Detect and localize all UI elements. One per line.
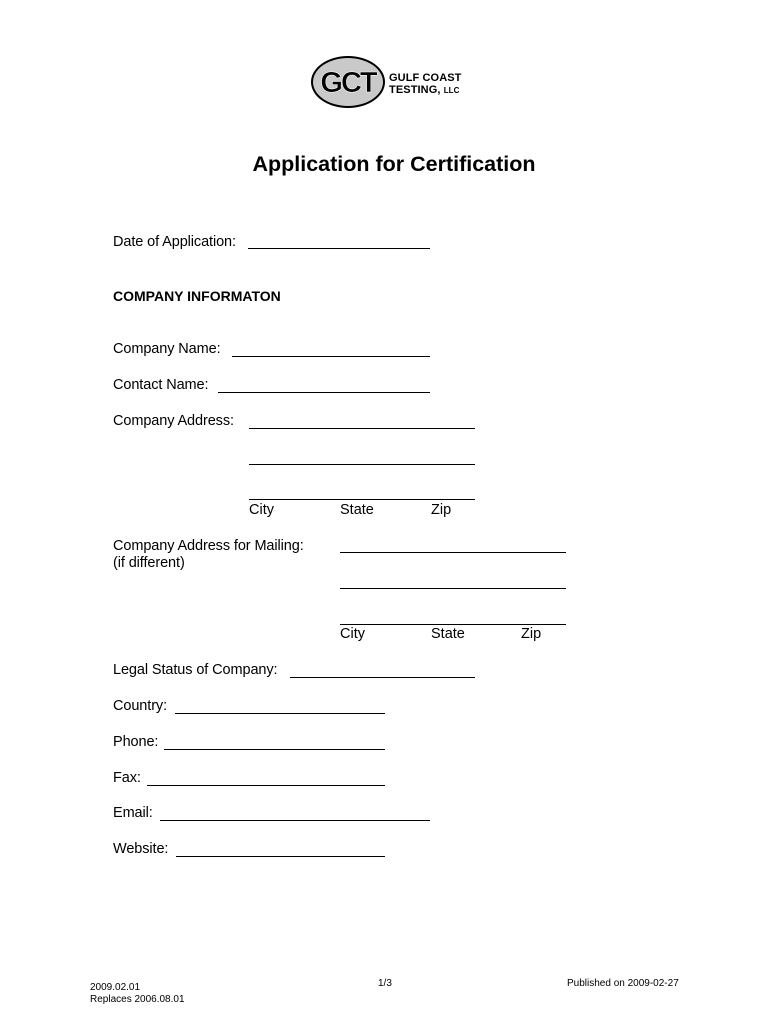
country-label: Country:: [113, 698, 167, 714]
mailing-address-state-label: State: [431, 626, 465, 642]
company-address-label: Company Address:: [113, 413, 234, 429]
contact-name-field[interactable]: [218, 392, 430, 393]
section-heading-company-information: COMPANY INFORMATON: [113, 288, 281, 304]
phone-field[interactable]: [164, 749, 385, 750]
email-label: Email:: [113, 805, 153, 821]
email-field[interactable]: [160, 820, 430, 821]
gct-logo-oval: [311, 56, 385, 108]
legal-status-field[interactable]: [290, 677, 475, 678]
mailing-address-line-1[interactable]: [340, 552, 566, 553]
date-of-application-field[interactable]: [248, 248, 430, 249]
website-field[interactable]: [176, 856, 385, 857]
fax-field[interactable]: [147, 785, 385, 786]
page-title: Application for Certification: [252, 152, 536, 176]
footer-page-number: 1/3: [378, 978, 392, 989]
company-address-line-3[interactable]: [249, 499, 475, 500]
company-address-line-2[interactable]: [249, 464, 475, 465]
mailing-address-note: (if different): [113, 555, 185, 571]
mailing-address-city-label: City: [340, 626, 365, 642]
footer-published-date: Published on 2009-02-27: [567, 978, 679, 989]
gct-logo-mark: GCT: [320, 67, 376, 99]
phone-label: Phone:: [113, 734, 159, 750]
date-of-application-label: Date of Application:: [113, 234, 236, 250]
company-name-label: Company Name:: [113, 341, 221, 357]
company-address-state-label: State: [340, 502, 374, 518]
mailing-address-line-2[interactable]: [340, 588, 566, 589]
contact-name-label: Contact Name:: [113, 377, 209, 393]
mailing-address-zip-label: Zip: [521, 626, 542, 642]
mailing-address-line-3[interactable]: [340, 624, 566, 625]
website-label: Website:: [113, 841, 169, 857]
fax-label: Fax:: [113, 770, 141, 786]
logo-text-gulf-coast: GULF COAST: [389, 72, 462, 84]
logo-text-testing: TESTING, LLC: [389, 84, 460, 96]
company-address-zip-label: Zip: [431, 502, 452, 518]
footer-replaces: Replaces 2006.08.01: [90, 994, 185, 1005]
company-name-field[interactable]: [232, 356, 430, 357]
legal-status-label: Legal Status of Company:: [113, 662, 278, 678]
footer-revision-date: 2009.02.01: [90, 982, 141, 993]
company-address-line-1[interactable]: [249, 428, 475, 429]
country-field[interactable]: [175, 713, 385, 714]
mailing-address-label: Company Address for Mailing:: [113, 538, 304, 554]
company-address-city-label: City: [249, 502, 274, 518]
